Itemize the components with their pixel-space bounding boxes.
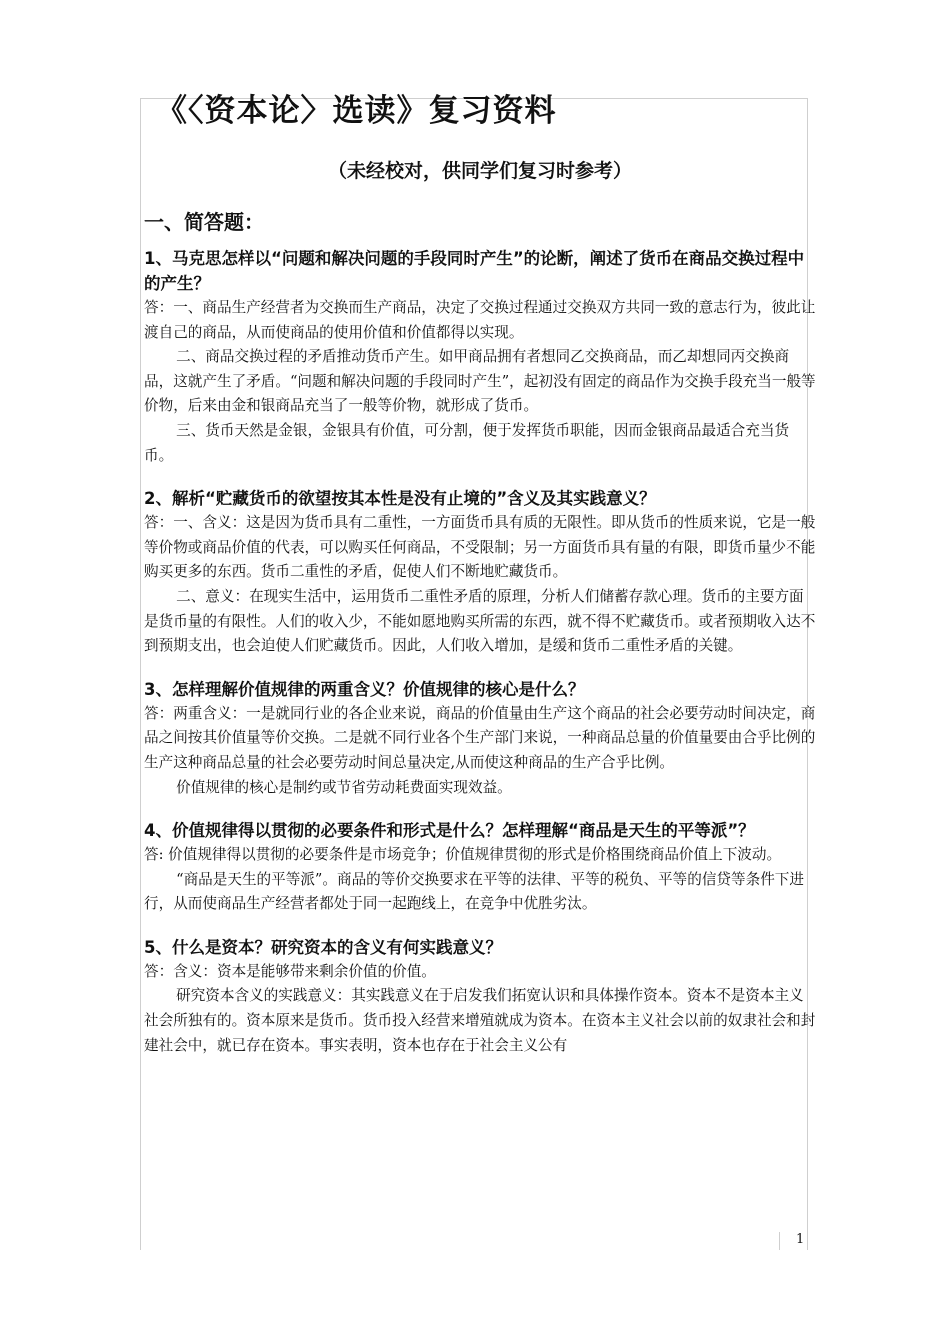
- question-title: 5、什么是资本？研究资本的含义有何实践意义？: [144, 937, 502, 957]
- answer-paragraph: 三、货币天然是金银，金银具有价值，可分割，便于发挥货币职能，因而金银商品最适合充当货币。: [144, 421, 790, 464]
- answer-paragraph: 答: 价值规律得以贯彻的必要条件是市场竞争；价值规律贯彻的形式是价格围绕商品价值上下波动。: [144, 846, 782, 864]
- question-title: 3、怎样理解价值规律的两重含义？价值规律的核心是什么？: [144, 679, 585, 699]
- answer-paragraph: 二、意义：在现实生活中，运用货币二重性矛盾的原理，分析人们储蓄存款心理。货币的主要方面是货币量的有限性。人们的收入少，不能如愿地购买所需的东西，就不得不贮藏货币。或者预期收入达不到预期支出，也会迫使人们贮藏货币。因此，人们收入增加，是缓和货币二重性矛盾的关键。: [144, 587, 816, 655]
- answer-paragraph: 答：一、含义：这是因为货币具有二重性，一方面货币具有质的无限性。即从货币的性质来说，它是一般等价物或商品价值的代表，可以购买任何商品，不受限制；另一方面货币具有量的有限，即货币量少不能购买更多的东西。货币二重性的矛盾，促使人们不断地贮藏货币。: [144, 514, 816, 581]
- question-block: [144, 677, 816, 800]
- question-block: [144, 486, 816, 659]
- page-frame-left: [140, 98, 141, 1250]
- answer-paragraph: 答：一、商品生产经营者为交换而生产商品，决定了交换过程通过交换双方共同一致的意志行为，彼此让渡自己的商品，从而使商品的使用价值和价值都得以实现。: [144, 299, 816, 341]
- section-heading: 一、简答题：: [144, 210, 264, 234]
- question-title: 4、价值规律得以贯彻的必要条件和形式是什么？怎样理解“商品是天生的平等派”？: [144, 821, 755, 841]
- page-number: 1: [796, 1232, 805, 1247]
- question-block: [144, 935, 816, 1058]
- document-subtitle: （未经校对，供同学们复习时参考）: [327, 160, 632, 182]
- answer-paragraph: 二、商品交换过程的矛盾推动货币产生。如甲商品拥有者想同乙交换商品，而乙却想同丙交换商品，这就产生了矛盾。“问题和解决问题的手段同时产生”，起初没有固定的商品作为交换手段充当一般等价物，后来由金和银商品充当了一般等价物，就形成了货币。: [144, 348, 816, 415]
- question-block: [144, 246, 816, 468]
- question-title: 1、马克思怎样以“问题和解决问题的手段同时产生”的论断，阐述了货币在商品交换过程中的产生？: [144, 249, 805, 293]
- answer-paragraph: 研究资本含义的实践意义：其实践意义在于启发我们拓宽认识和具体操作资本。资本不是资本主义社会所独有的。资本原来是货币。货币投入经营来增殖就成为资本。在资本主义社会以前的奴隶社会和封建社会中，就已存在资本。事实表明，资本也存在于社会主义公有: [144, 987, 816, 1054]
- answer-paragraph: 价值规律的核心是制约或节省劳动耗费面实现效益。: [176, 778, 512, 796]
- answer-paragraph: “商品是天生的平等派”。商品的等价交换要求在平等的法律、平等的税负、平等的信贷等条件下进行，从而使商品生产经营者都处于同一起跑线上，在竞争中优胜劣汰。: [144, 870, 804, 913]
- answer-paragraph: 答：含义：资本是能够带来剩余价值的价值。: [144, 962, 436, 980]
- document-title: 《〈资本论〉选读》复习资料: [156, 93, 557, 129]
- document-content: [144, 86, 816, 1058]
- answer-paragraph: 答：两重含义：一是就同行业的各企业来说，商品的价值量由生产这个商品的社会必要劳动时间决定，商品之间按其价值量等价交换。二是就不同行业各个生产部门来说，一种商品总量的价值量要由合乎比例的生产这种商品总量的社会必要劳动时间总量决定,从而使这种商品的生产合乎比例。: [144, 704, 816, 771]
- question-block: [144, 818, 816, 917]
- page-number-divider: [779, 1232, 780, 1250]
- question-title: 2、解析“贮藏货币的欲望按其本性是没有止境的”含义及其实践意义？: [144, 489, 656, 509]
